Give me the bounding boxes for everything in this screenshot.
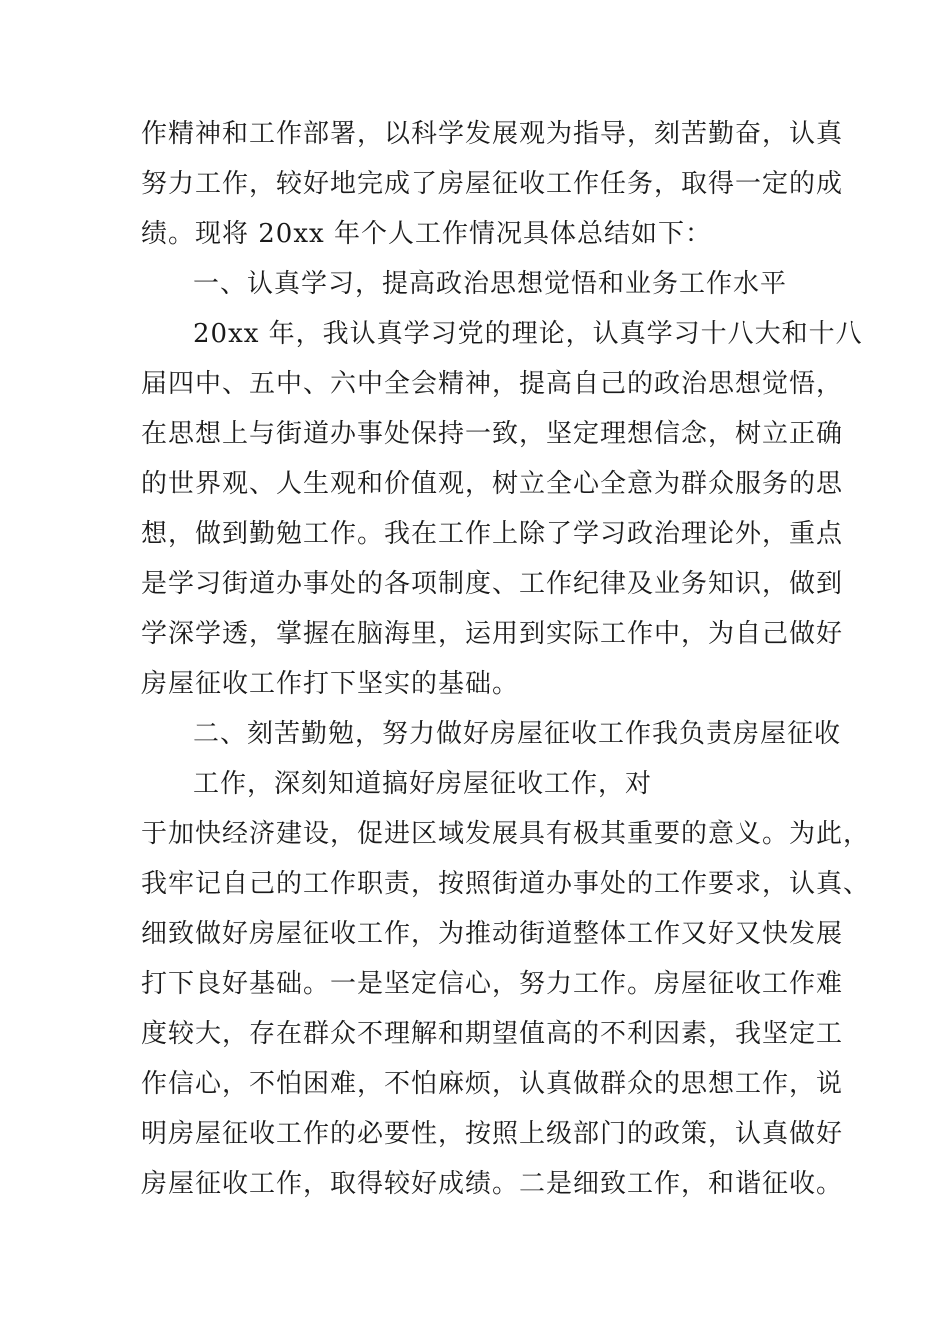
text-line: 是学习街道办事处的各项制度、工作纪律及业务知识，做到 — [141, 569, 844, 599]
text-line: 作精神和工作部署，以科学发展观为指导，刻苦勤奋，认真 — [141, 119, 844, 149]
text-line: 努力工作，较好地完成了房屋征收工作任务，取得一定的成 — [141, 169, 844, 199]
section-heading: 二、刻苦勤勉，努力做好房屋征收工作我负责房屋征收 — [193, 719, 842, 749]
text-line: 工作，深刻知道搞好房屋征收工作，对 — [193, 769, 653, 799]
text-line: 于加快经济建设，促进区域发展具有极其重要的意义。为此， — [141, 819, 871, 849]
text-line: 届四中、五中、六中全会精神，提高自己的政治思想觉悟， — [141, 369, 844, 399]
text-line: 打下良好基础。一是坚定信心，努力工作。房屋征收工作难 — [141, 969, 844, 999]
section-heading: 一、认真学习，提高政治思想觉悟和业务工作水平 — [193, 269, 788, 299]
text-line: 度较大，存在群众不理解和期望值高的不利因素，我坚定工 — [141, 1019, 844, 1049]
text-line: 房屋征收工作，取得较好成绩。二是细致工作，和谐征收。 — [141, 1169, 844, 1199]
text-line: 20xx 年，我认真学习党的理论，认真学习十八大和十八 — [193, 319, 863, 349]
text-line: 房屋征收工作打下坚实的基础。 — [141, 669, 520, 699]
text-line: 细致做好房屋征收工作，为推动街道整体工作又好又快发展 — [141, 919, 844, 949]
text-line: 学深学透，掌握在脑海里，运用到实际工作中，为自己做好 — [141, 619, 844, 649]
text-line: 作信心，不怕困难，不怕麻烦，认真做群众的思想工作，说 — [141, 1069, 844, 1099]
text-line: 在思想上与街道办事处保持一致，坚定理想信念，树立正确 — [141, 419, 844, 449]
text-line: 的世界观、人生观和价值观，树立全心全意为群众服务的思 — [141, 469, 844, 499]
text-line: 我牢记自己的工作职责，按照街道办事处的工作要求，认真、 — [141, 869, 871, 899]
text-line: 想，做到勤勉工作。我在工作上除了学习政治理论外，重点 — [141, 519, 844, 549]
text-line: 明房屋征收工作的必要性，按照上级部门的政策，认真做好 — [141, 1119, 844, 1149]
text-line: 绩。现将 20xx 年个人工作情况具体总结如下： — [141, 219, 712, 249]
